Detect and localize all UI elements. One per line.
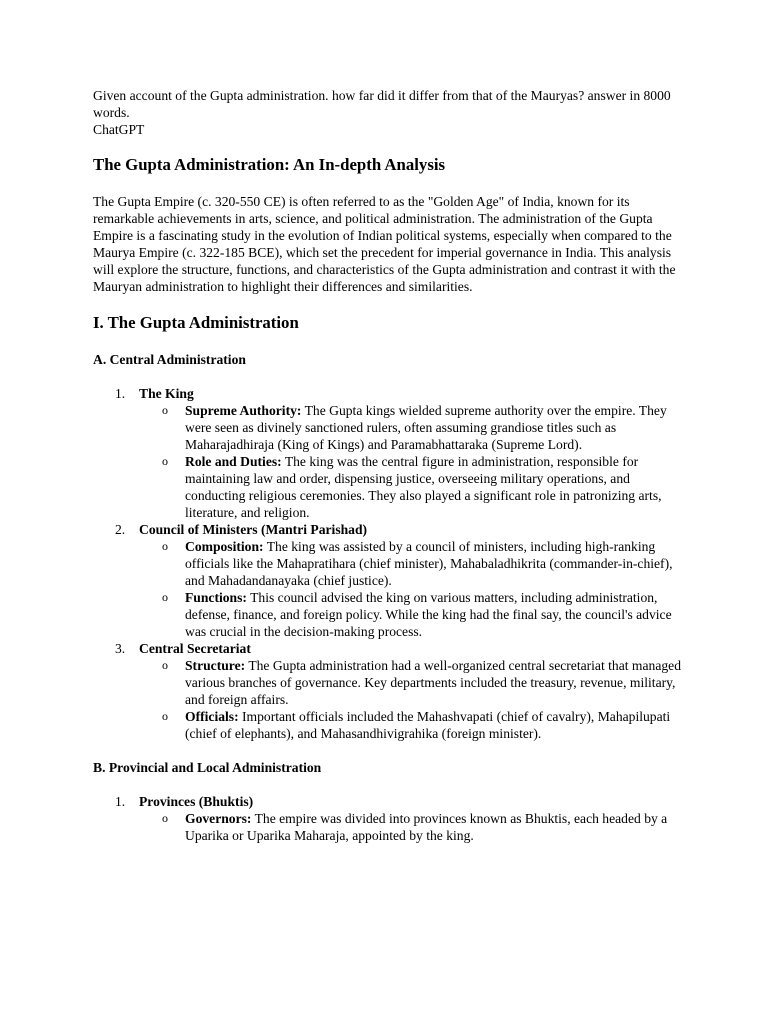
- assistant-label: ChatGPT: [93, 122, 145, 137]
- page-title: The Gupta Administration: An In-depth Analysis: [93, 155, 446, 174]
- sub-list-item: o Role and Duties: The king was the central figure in administration, responsible for maintaining law and order, dispensing justice, overseeing military operations, and conducting religious ceremonies. They also played a significant role in patronizing arts, literature, and religion.: [162, 454, 662, 520]
- bullet-icon: o: [162, 811, 168, 825]
- user-prompt: Given account of the Gupta administration. how far did it differ from that of the Mauryas? answer in 8000 words.: [93, 88, 671, 120]
- subsection-heading-provincial: B. Provincial and Local Administration: [93, 760, 322, 775]
- list-item: [93, 521, 683, 640]
- bullet-icon: o: [162, 709, 168, 723]
- bullet-icon: o: [162, 403, 168, 417]
- subsection-heading-central: A. Central Administration: [93, 352, 246, 367]
- bullet-icon: o: [162, 454, 168, 468]
- sub-list-item: o Composition: The king was assisted by a council of ministers, including high-ranking officials like the Mahapratihara (chief minister), Mahabaladhikrita (commander-in-chief), and Mahadandanayaka (chief justice).: [162, 539, 673, 588]
- list-item: [93, 793, 683, 844]
- list-number: 3.: [115, 641, 126, 656]
- bullet-icon: o: [162, 539, 168, 553]
- list-item-title: Central Secretariat: [139, 641, 251, 656]
- intro-paragraph: The Gupta Empire (c. 320-550 CE) is often referred to as the "Golden Age" of India, known for its remarkable achievements in arts, science, and political administration. The administration of the Gupta Empire is a fascinating study in the evolution of Indian political systems, especially when compared to the Maurya Empire (c. 322-185 BCE), which set the precedent for imperial governance in India. This analysis will explore the structure, functions, and characteristics of the Gupta administration and contrast it with the Mauryan administration to highlight their differences and similarities.: [93, 194, 676, 294]
- sub-list-item: o Officials: Important officials included the Mahashvapati (chief of cavalry), Mahapilupati (chief of elephants), and Mahasandhivigrahika (foreign minister).: [162, 709, 671, 741]
- list-item: [93, 385, 683, 521]
- sub-list-item: o Governors: The empire was divided into provinces known as Bhuktis, each headed by a Uparika or Uparika Maharaja, appointed by the king.: [162, 811, 668, 843]
- list-number: 1.: [115, 386, 126, 401]
- list-item: [93, 640, 683, 742]
- provincial-admin-list: [93, 793, 683, 844]
- list-item-title: Provinces (Bhuktis): [139, 794, 254, 809]
- section-heading: I. The Gupta Administration: [93, 313, 299, 332]
- sub-list-item: o Functions: This council advised the king on various matters, including administration, defense, finance, and foreign policy. While the king had the final say, the council's advice was crucial in the decision-making process.: [162, 590, 672, 639]
- list-number: 2.: [115, 522, 126, 537]
- list-number: 1.: [115, 794, 126, 809]
- sub-list-item: o Structure: The Gupta administration had a well-organized central secretariat that managed various branches of governance. Key departments included the treasury, revenue, military, and foreign affairs.: [162, 658, 681, 707]
- list-item-title: Council of Ministers (Mantri Parishad): [139, 522, 368, 537]
- bullet-icon: o: [162, 590, 168, 604]
- central-admin-list: [93, 385, 683, 742]
- sub-list-item: o Supreme Authority: The Gupta kings wielded supreme authority over the empire. They were seen as divinely sanctioned rulers, often assuming grandiose titles such as Maharajadhiraja (King of Kings) and Paramabhattaraka (Supreme Lord).: [162, 403, 667, 452]
- list-item-title: The King: [139, 386, 194, 401]
- bullet-icon: o: [162, 658, 168, 672]
- document-body: [93, 87, 683, 844]
